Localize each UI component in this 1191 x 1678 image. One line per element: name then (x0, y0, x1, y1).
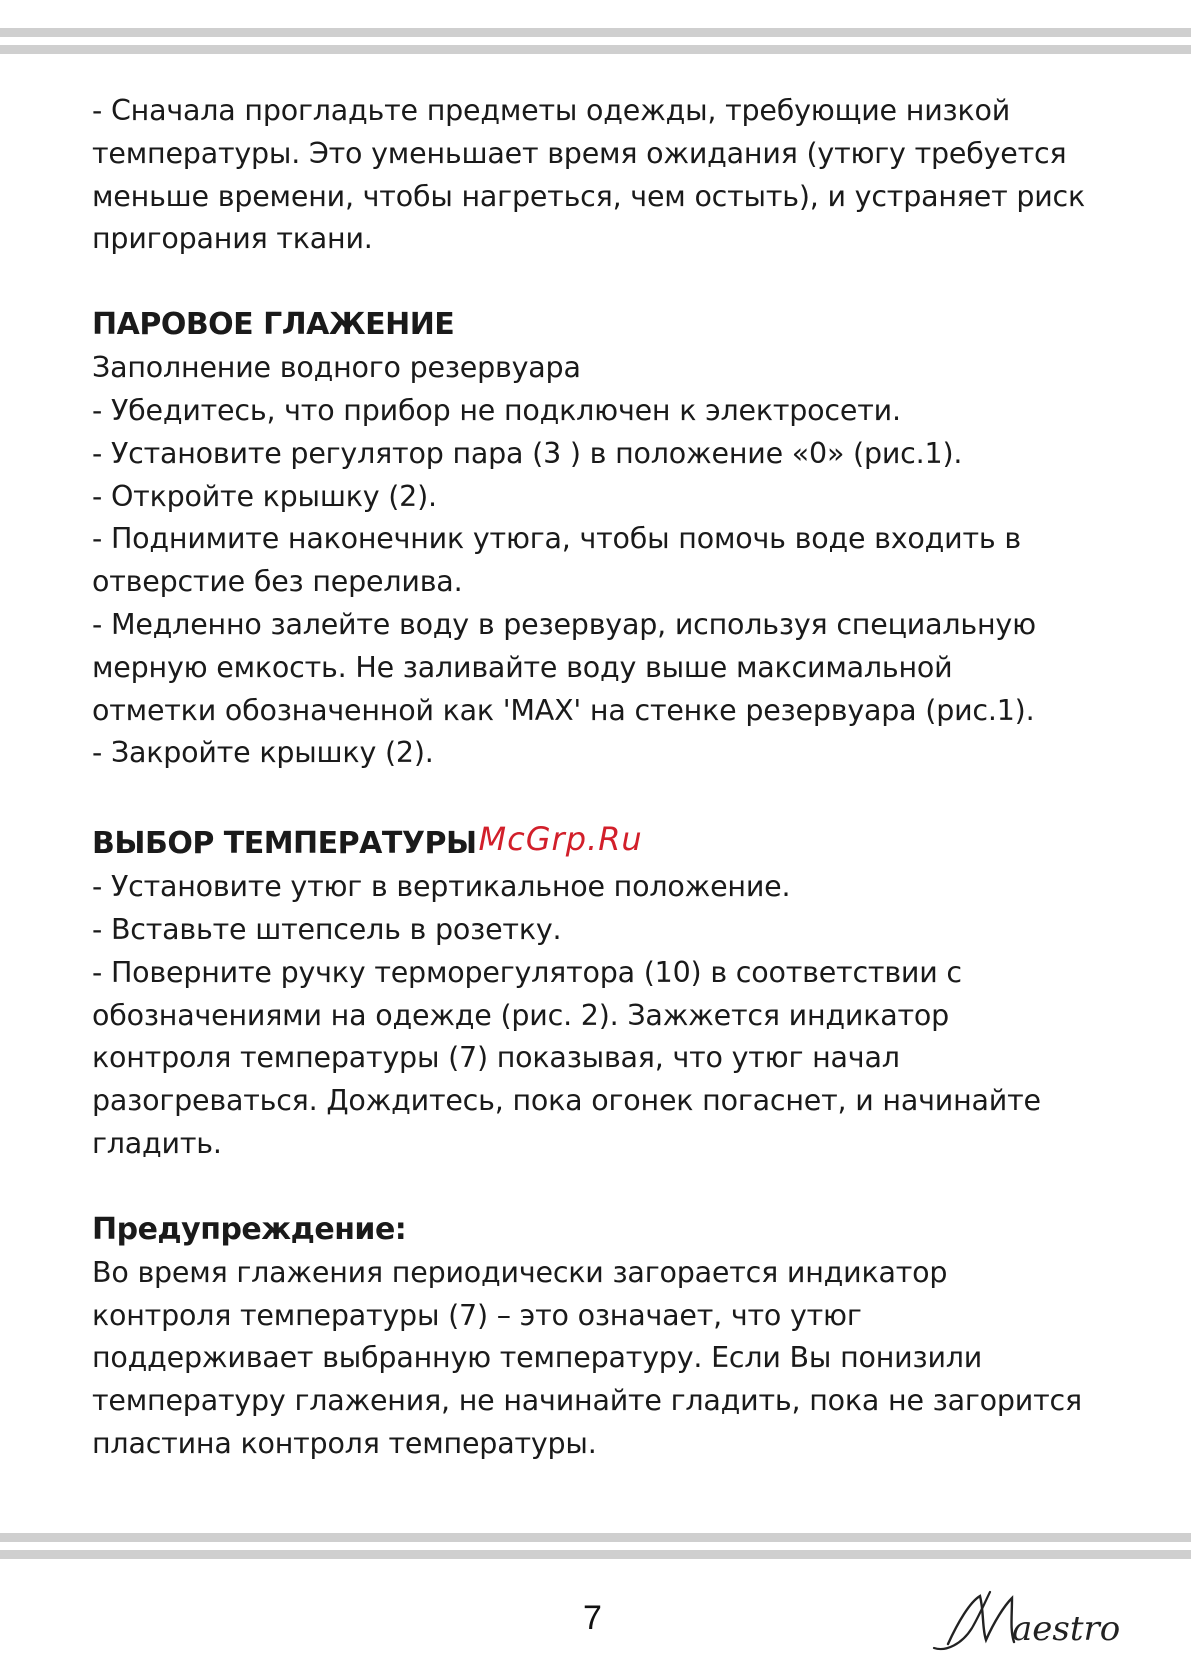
logo-m-curve (948, 1596, 1014, 1644)
section-gap (92, 775, 1132, 817)
temperature-heading (92, 817, 1132, 866)
bottom-rule-line-2 (0, 1550, 1191, 1559)
warning-line: температуру глажения, не начинайте гладить, пока не загорится (92, 1384, 1082, 1418)
section-gap (92, 1166, 1132, 1208)
temperature-line: обозначениями на одежде (рис. 2). Зажжется индикатор (92, 998, 950, 1032)
page-number: 7 (583, 1599, 602, 1637)
steam-line: - Установите регулятор пара (3 ) в положение «0» (рис.1). (92, 436, 963, 470)
temperature-line: гладить. (92, 1126, 222, 1160)
temperature-line: - Установите утюг в вертикальное положение. (92, 870, 791, 904)
steam-line: - Убедитесь, что прибор не подключен к электросети. (92, 393, 901, 427)
steam-line: отметки обозначенной как 'MAX' на стенке резервуара (рис.1). (92, 693, 1035, 727)
section-gap (92, 261, 1132, 303)
steam-line: - Откройте крышку (2). (92, 479, 437, 513)
intro-line: температуры. Это уменьшает время ожидания (утюгу требуется (92, 136, 1067, 170)
intro-section (92, 90, 1132, 261)
steam-line: - Поднимите наконечник утюга, чтобы помочь воде входить в (92, 522, 1021, 556)
temperature-line: разогреваться. Дождитесь, пока огонек погаснет, и начинайте (92, 1084, 1041, 1118)
temperature-line: - Вставьте штепсель в розетку. (92, 912, 562, 946)
logo-text: aestro (1012, 1609, 1121, 1649)
maestro-logo (928, 1582, 1121, 1656)
temperature-heading-text: ВЫБОР ТЕМПЕРАТУРЫ (92, 826, 477, 862)
steam-line: отверстие без перелива. (92, 565, 463, 599)
intro-line: - Сначала прогладьте предметы одежды, требующие низкой (92, 94, 1011, 127)
bottom-rule-line-1 (0, 1533, 1191, 1542)
watermark-text: McGrp.Ru (478, 820, 643, 859)
steam-ironing-section (92, 303, 1132, 775)
warning-line: поддерживает выбранную температуру. Если Вы понизили (92, 1341, 983, 1375)
warning-section (92, 1208, 1132, 1466)
top-rule-line-1 (0, 28, 1191, 37)
steam-line: Заполнение водного резервуара (92, 351, 581, 385)
temperature-line: контроля температуры (7) показывая, что утюг начал (92, 1041, 900, 1075)
intro-line: меньше времени, чтобы нагреться, чем остыть), и устраняет риск (92, 179, 1086, 213)
steam-line: - Закройте крышку (2). (92, 736, 434, 770)
warning-heading: Предупреждение: (92, 1211, 407, 1247)
warning-line: пластина контроля температуры. (92, 1426, 597, 1460)
top-rule-line-2 (0, 45, 1191, 54)
intro-line: пригорания ткани. (92, 222, 373, 256)
steam-line: - Медленно залейте воду в резервуар, используя специальную (92, 607, 1036, 641)
warning-line: Во время глажения периодически загорается индикатор (92, 1255, 948, 1289)
steam-ironing-heading: ПАРОВОЕ ГЛАЖЕНИЕ (92, 307, 455, 343)
steam-line: мерную емкость. Не заливайте воду выше максимальной (92, 650, 953, 684)
temperature-section (92, 817, 1132, 1166)
temperature-line: - Поверните ручку терморегулятора (10) в соответствии с (92, 955, 962, 989)
page-content (92, 90, 1132, 1466)
warning-line: контроля температуры (7) – это означает, что утюг (92, 1298, 862, 1332)
